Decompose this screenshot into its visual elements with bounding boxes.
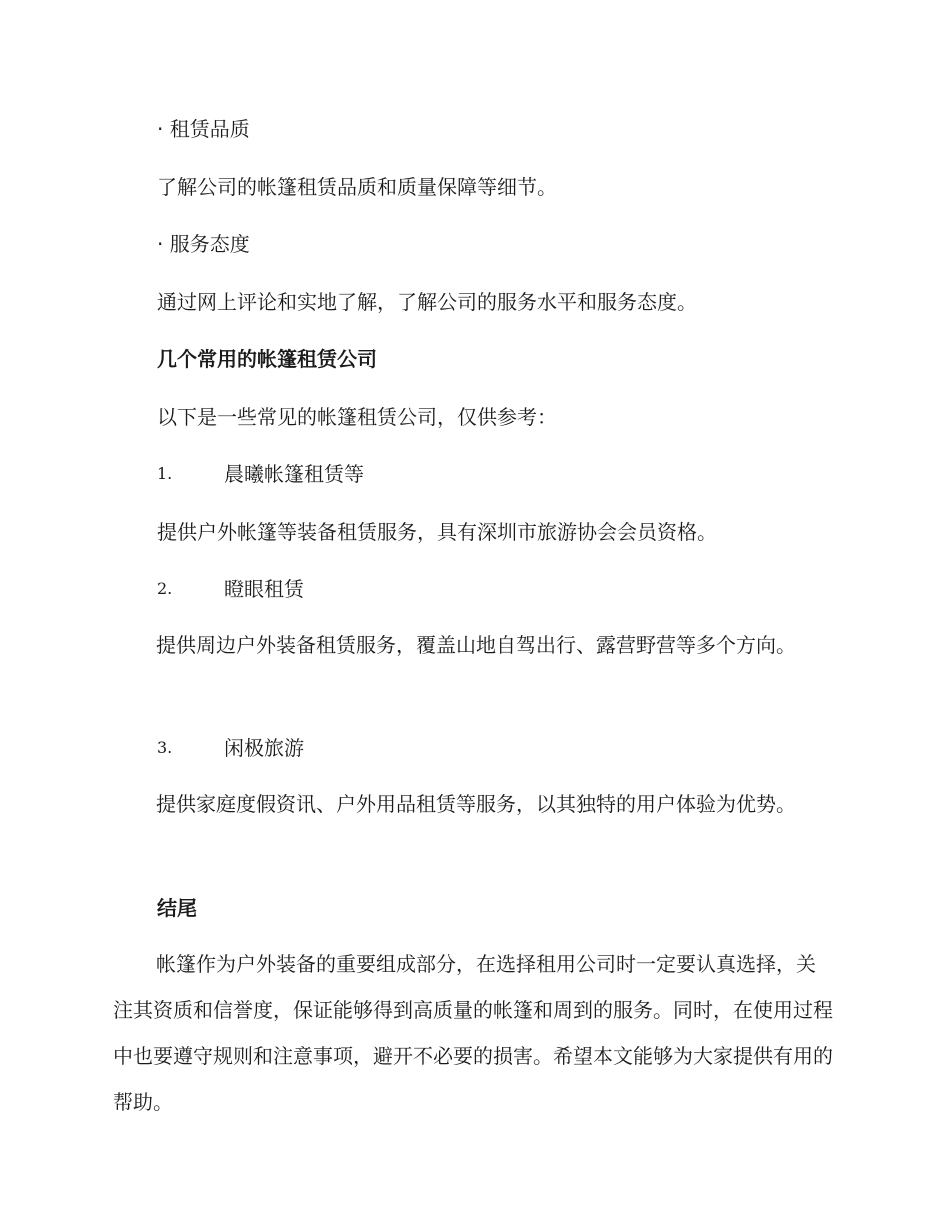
bullet-service-attitude: · 服务态度 xyxy=(157,232,250,256)
company-description: 提供户外帐篷等装备租赁服务，具有深圳市旅游协会会员资格。 xyxy=(157,520,717,544)
paragraph-companies-intro: 以下是一些常见的帐篷租赁公司，仅供参考： xyxy=(157,405,557,429)
paragraph-service-attitude: 通过网上评论和实地了解，了解公司的服务水平和服务态度。 xyxy=(157,290,697,314)
list-number: 2. xyxy=(157,579,173,598)
company-name: 晨曦帐篷租赁等 xyxy=(224,462,364,486)
paragraph-conclusion: 帐篷作为户外装备的重要组成部分，在选择租用公司时一定要认真选择，关注其资质和信誉度，保证能够得到高质量的帐篷和周到的服务。同时，在使用过程中也要遵守规则和注意事项，避开不必要的损害。希望本文能够为大家提供有用的帮助。 xyxy=(113,952,833,1114)
company-name: 瞪眼租赁 xyxy=(224,577,304,601)
company-description: 提供周边户外装备租赁服务，覆盖山地自驾出行、露营野营等多个方向。 xyxy=(156,633,796,657)
paragraph-rental-quality: 了解公司的帐篷租赁品质和质量保障等细节。 xyxy=(157,175,557,199)
heading-common-companies: 几个常用的帐篷租赁公司 xyxy=(157,347,377,371)
company-description: 提供家庭度假资讯、户外用品租赁等服务，以其独特的用户体验为优势。 xyxy=(156,792,796,816)
bullet-rental-quality: · 租赁品质 xyxy=(157,117,250,141)
list-number: 3. xyxy=(157,738,173,757)
company-name: 闲极旅游 xyxy=(224,736,304,760)
list-number: 1. xyxy=(157,464,173,483)
heading-conclusion: 结尾 xyxy=(157,896,197,920)
